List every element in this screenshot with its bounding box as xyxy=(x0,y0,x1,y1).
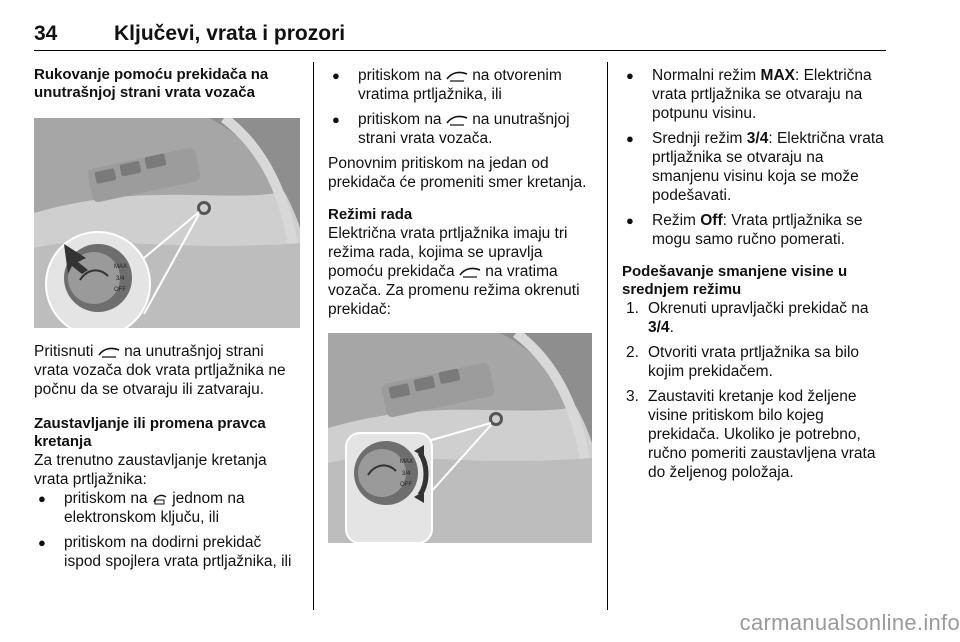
tailgate-icon xyxy=(459,266,481,278)
list-item: 2. Otvoriti vrata prtljažnika sa bilo kojim prekidačem. xyxy=(626,344,860,380)
bullet-list xyxy=(622,66,888,249)
door-switch-illustration xyxy=(34,118,300,328)
dial-label-max: MAX xyxy=(114,264,128,270)
list-item: ● pritiskom na jednom na elektronskom ključu, ili xyxy=(34,489,300,527)
list-item: 3. Zaustaviti kretanje kod željene visine pritiskom bilo kojeg prekidača. Ukoliko je potrebno, ručno pomeriti zaustavljena vrata do željenog položaja. xyxy=(626,388,876,481)
section-heading: Zaustavljanje ili promena pravca kretanja xyxy=(34,415,266,450)
paragraph: Za trenutno zaustavljanje kretanja vrata prtljažnika: xyxy=(34,452,267,488)
list-item: 1. Okrenuti upravljački prekidač na 3/4. xyxy=(626,300,869,336)
paragraph: Električna vrata prtljažnika imaju tri režima rada, kojima se upravlja pomoću prekidača na vratima vozača. Za promenu režima okrenuti prekidač: xyxy=(328,225,580,318)
dial-label-off: OFF xyxy=(114,287,126,293)
list-item: ● Srednji režim 3/4: Električna vrata prtljažnika se otvaraju na smanjenu visinu koja se može podešavati. xyxy=(622,129,888,205)
list-item: ● pritiskom na dodirni prekidač ispod spojlera vrata prtljažnika, ili xyxy=(34,533,300,571)
dial-label-max: MAX xyxy=(400,459,414,465)
list-item: ● pritiskom na na unutrašnjoj strani vrata vozača. xyxy=(328,110,592,148)
tailgate-icon xyxy=(446,114,468,126)
tailgate-icon xyxy=(446,70,468,82)
list-item: ● pritiskom na na otvorenim vratima prtljažnika, ili xyxy=(328,66,592,104)
column-1 xyxy=(34,66,300,577)
bullet-list xyxy=(328,66,592,148)
column-divider xyxy=(607,62,608,610)
list-item: ● Normalni režim MAX: Električna vrata prtljažnika se otvaraju na potpunu visinu. xyxy=(622,66,888,123)
column-divider xyxy=(313,62,314,610)
paragraph: Ponovnim pritiskom na jedan od prekidača će promeniti smer kretanja. xyxy=(328,155,587,191)
chapter-title: Ključevi, vrata i prozori xyxy=(114,22,346,45)
numbered-list xyxy=(622,299,888,482)
list-item: ● Režim Off: Vrata prtljažnika se mogu samo ručno pomerati. xyxy=(622,211,888,249)
column-2 xyxy=(328,66,592,543)
section-heading: Režimi rada xyxy=(328,206,413,223)
paragraph: Pritisnuti na unutrašnjoj strani vrata vozača dok vrata prtljažnika ne počnu da se otvaraju ili zatvaraju. xyxy=(34,343,286,398)
column-3 xyxy=(622,66,888,488)
page-header xyxy=(34,22,886,51)
key-tailgate-icon xyxy=(152,492,168,505)
section-heading: Podešavanje smanjene visine u srednjem režimu xyxy=(622,263,848,298)
mode-dial-illustration xyxy=(328,333,592,543)
section-heading: Rukovanje pomoću prekidača na unutrašnjoj strani vrata vozača xyxy=(34,66,269,101)
dial-label-off: OFF xyxy=(400,482,412,488)
dial-label-3-4: 3/4 xyxy=(116,276,125,282)
tailgate-icon xyxy=(98,346,120,358)
bullet-list xyxy=(34,489,300,571)
page-number: 34 xyxy=(34,22,58,45)
watermark: carmanualsonline.info xyxy=(739,610,960,635)
dial-label-3-4: 3/4 xyxy=(402,471,411,477)
